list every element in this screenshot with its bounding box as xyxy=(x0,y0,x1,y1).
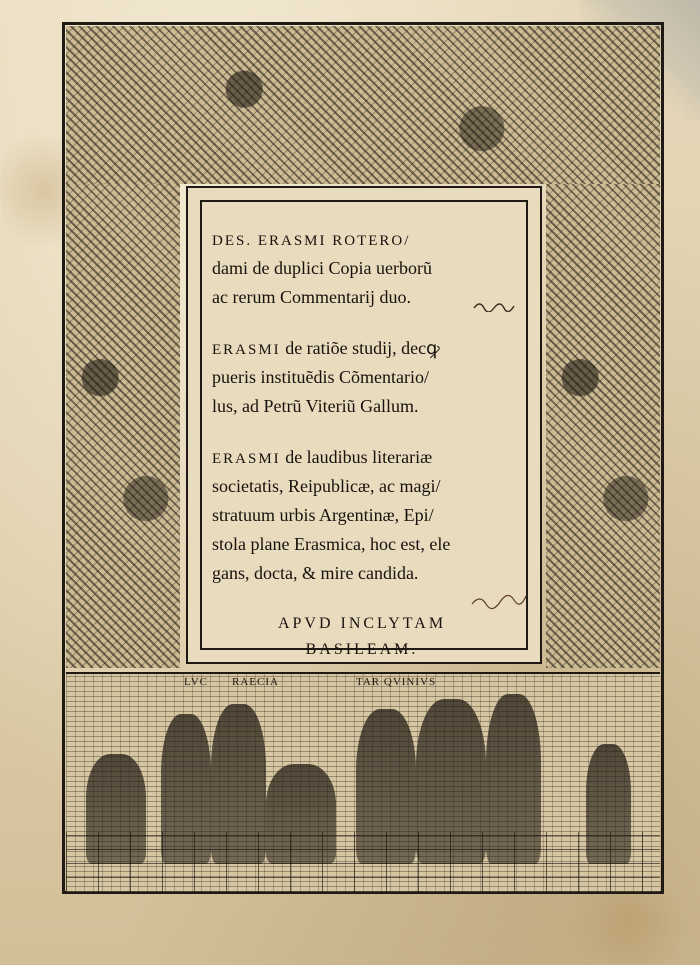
line-text: de ratiõe studij, decꝙ xyxy=(280,338,440,358)
caps-text: ERASMI xyxy=(212,342,281,358)
imprint-line: APVD INCLYTAM xyxy=(277,615,447,632)
text-line xyxy=(212,473,512,502)
ornament-border-top xyxy=(66,26,660,184)
title-text-border xyxy=(200,200,528,658)
text-line xyxy=(212,444,512,473)
text-line xyxy=(212,531,512,560)
line-text: dami de duplici Copia uerborũ xyxy=(212,258,432,278)
imprint-line: BASILEAM. xyxy=(305,641,419,658)
line-text: ac rerum Commentarij duo. xyxy=(212,287,411,307)
woodcut-label-raecia: RAECIA xyxy=(232,676,279,688)
caps-text: DES. ERASMI ROTERO/ xyxy=(212,233,411,249)
text-line xyxy=(212,560,512,589)
line-text: lus, ad Petrũ Viteriũ Gallum. xyxy=(212,396,419,416)
title-paragraph-3 xyxy=(212,444,512,589)
woodcut-label-tarquinius: TAR QVINIVS xyxy=(356,676,437,688)
woodcut-floor xyxy=(66,832,660,892)
title-paragraph-2 xyxy=(212,335,512,422)
handwritten-annotation xyxy=(472,298,522,312)
ornament-border-left xyxy=(66,184,180,668)
caps-text: ERASMI xyxy=(212,451,281,467)
line-text: societatis, Reipublicæ, ac magi/ xyxy=(212,476,441,496)
imprint xyxy=(212,611,512,663)
line-text: de laudibus literariæ xyxy=(280,447,433,467)
title-text xyxy=(212,226,512,663)
text-line xyxy=(212,393,512,422)
text-line xyxy=(212,335,512,364)
handwritten-annotation xyxy=(470,590,530,610)
text-line xyxy=(212,364,512,393)
woodcut-illustration xyxy=(66,672,660,892)
text-line xyxy=(212,226,512,255)
line-text: stratuum urbis Argentinæ, Epi/ xyxy=(212,505,434,525)
line-text: stola plane Erasmica, hoc est, ele xyxy=(212,534,451,554)
line-text: gans, docta, & mire candida. xyxy=(212,563,419,583)
text-line xyxy=(212,502,512,531)
text-line xyxy=(212,255,512,284)
woodcut-label-luc: LVC xyxy=(184,676,208,688)
line-text: pueris instituẽdis Cõmentario/ xyxy=(212,367,429,387)
ornament-border-right xyxy=(546,184,660,668)
text-line xyxy=(212,284,512,313)
title-paragraph-1 xyxy=(212,226,512,313)
